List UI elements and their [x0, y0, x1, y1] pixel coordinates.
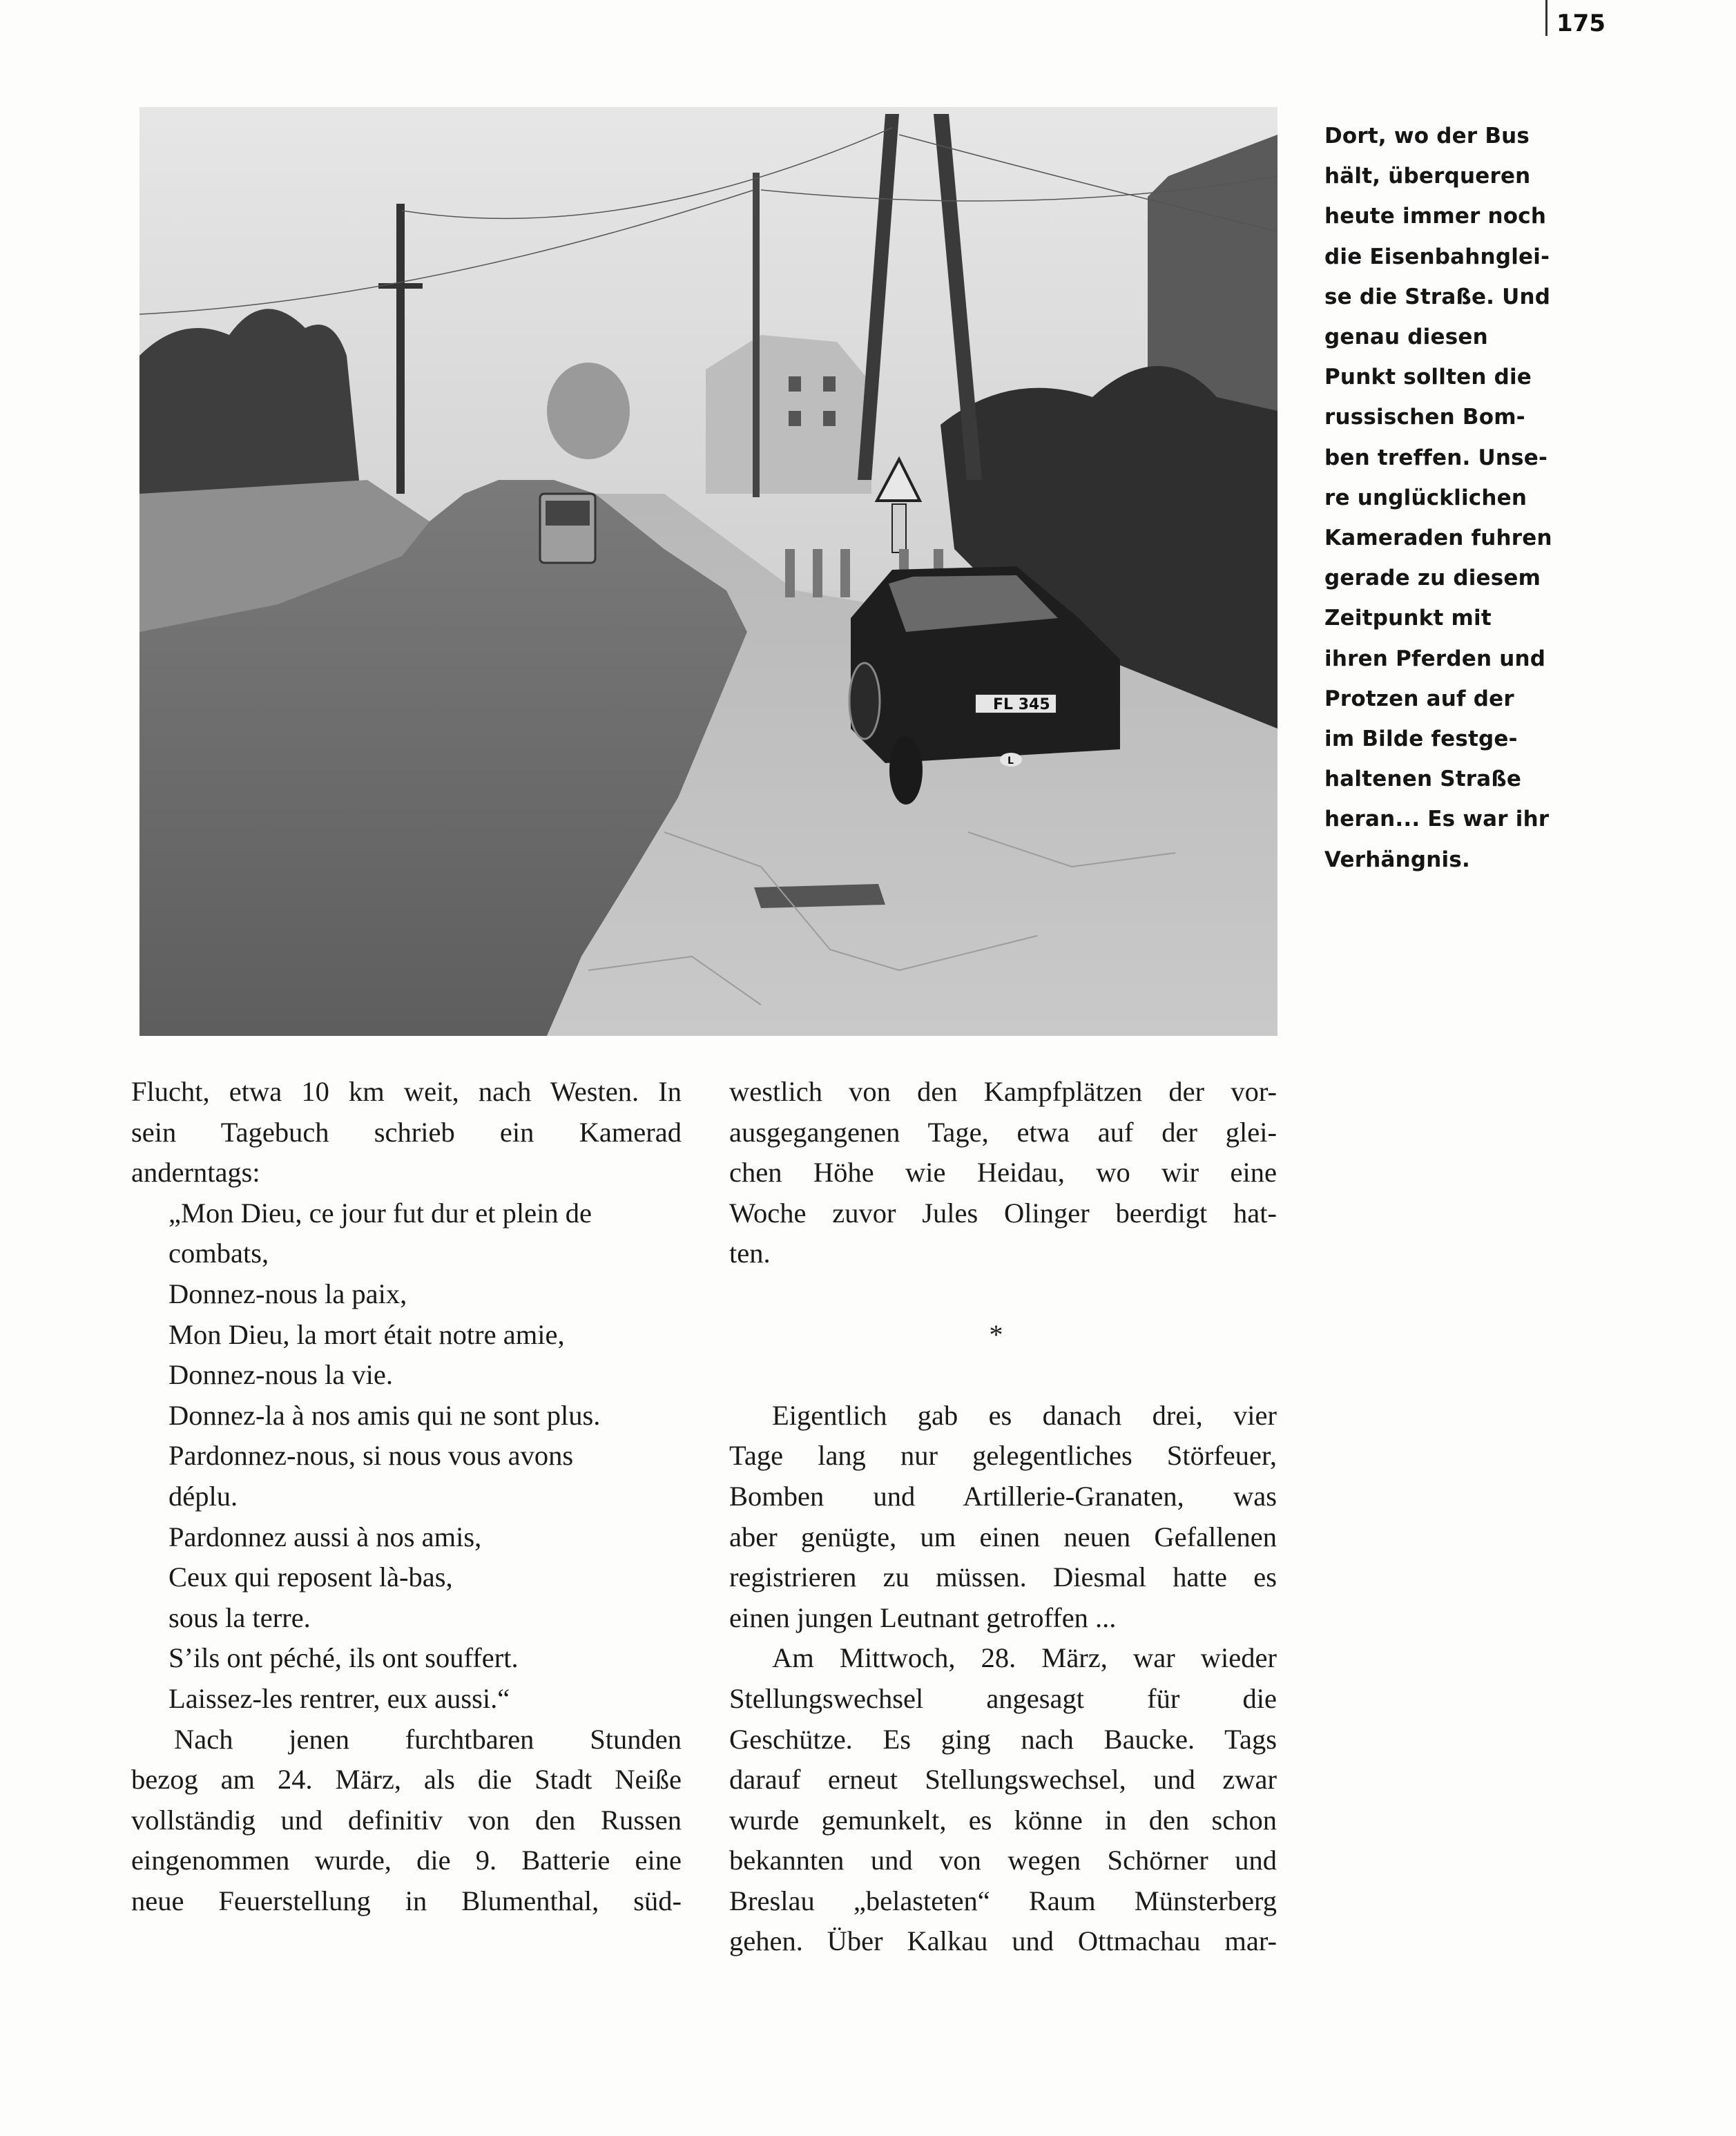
street-photo-illustration	[139, 107, 1277, 1036]
poem-line: Pardonnez aussi à nos amis,	[168, 1521, 482, 1552]
caption-line: im Bilde festge-	[1324, 727, 1518, 752]
text-line: neue Feuerstellung in Blumenthal, süd-	[131, 1885, 682, 1916]
poem-line: combats,	[168, 1238, 269, 1269]
poem-line: „Mon Dieu, ce jour fut dur et plein de	[168, 1197, 592, 1229]
text-line: Eigentlich gab es danach drei, vier	[772, 1399, 1277, 1431]
poem-line: Donnez-nous la paix,	[168, 1278, 407, 1309]
text-line: westlich von den Kampfplätzen der vor-	[729, 1076, 1277, 1107]
poem-line: S’ils ont péché, ils ont souffert.	[168, 1642, 519, 1674]
folio-rule	[1545, 0, 1547, 36]
poem-line: Donnez-la à nos amis qui ne sont plus.	[168, 1399, 601, 1431]
caption-line: gerade zu diesem	[1324, 566, 1541, 591]
utility-pole	[396, 204, 405, 494]
caption-line: haltenen Straße	[1324, 767, 1522, 792]
text-line: vollständig und definitiv von den Russen	[131, 1804, 682, 1836]
spacer	[729, 1274, 1277, 1315]
poem-line: déplu.	[168, 1480, 238, 1512]
caption-line: Punkt sollten die	[1324, 365, 1532, 390]
body-column-left	[131, 1072, 682, 1921]
text-line: Woche zuvor Jules Olinger beerdigt hat-	[729, 1197, 1277, 1229]
text-line: Breslau „belasteten“ Raum Münsterberg	[729, 1885, 1277, 1916]
country-sticker-text: L	[1007, 756, 1014, 767]
text-line: anderntags:	[131, 1157, 260, 1189]
license-plate-text: FL 345	[993, 696, 1050, 713]
street-photograph	[139, 107, 1277, 1036]
text-line: Stellungswechsel angesagt für die	[729, 1682, 1277, 1714]
text-line: chen Höhe wie Heidau, wo wir eine	[729, 1157, 1277, 1189]
poem-line: Ceux qui reposent là-bas,	[168, 1561, 453, 1593]
text-line: Flucht, etwa 10 km weit, nach Westen. In	[131, 1076, 682, 1107]
photo-caption	[1324, 116, 1552, 880]
poem-line: Pardonnez-nous, si nous vous avons	[168, 1440, 574, 1472]
trees-left	[139, 309, 360, 508]
poem-line: Laissez-les rentrer, eux aussi.“	[168, 1682, 510, 1714]
caption-line: ben treffen. Unse-	[1324, 445, 1548, 470]
caption-line: re unglücklichen	[1324, 485, 1527, 510]
text-line: einen jungen Leutnant getroffen ...	[729, 1601, 1117, 1633]
utility-pole	[753, 173, 760, 497]
text-line: Nach jenen furchtbaren Stunden	[174, 1723, 682, 1755]
text-line: eingenommen wurde, die 9. Batterie eine	[131, 1845, 682, 1876]
section-break-asterisk: *	[989, 1318, 1003, 1350]
caption-line: Kameraden fuhren	[1324, 526, 1552, 551]
caption-line: Protzen auf der	[1324, 686, 1514, 711]
text-line: darauf erneut Stellungswechsel, und zwar	[729, 1764, 1277, 1796]
text-line: registrieren zu müssen. Diesmal hatte es	[729, 1561, 1277, 1593]
caption-line: Dort, wo der Bus	[1324, 124, 1530, 148]
caption-line: genau diesen	[1324, 325, 1488, 350]
caption-line: heute immer noch	[1324, 204, 1547, 229]
text-line: ten.	[729, 1238, 771, 1269]
text-line: wurde gemunkelt, es könne in den schon	[729, 1804, 1277, 1836]
caption-line: ihren Pferden und	[1324, 646, 1546, 671]
caption-line: Verhängnis.	[1324, 847, 1470, 872]
text-line: Am Mittwoch, 28. März, war wieder	[772, 1642, 1277, 1674]
caption-line: russischen Bom-	[1324, 405, 1525, 430]
caption-line: die Eisenbahnglei-	[1324, 244, 1550, 269]
text-line: sein Tagebuch schrieb ein Kamerad	[131, 1116, 682, 1148]
text-line: gehen. Über Kalkau und Ottmachau mar-	[729, 1925, 1277, 1957]
distant-tree	[547, 363, 630, 459]
text-line: bezog am 24. März, als die Stadt Neiße	[131, 1764, 682, 1796]
caption-line: hält, überqueren	[1324, 164, 1531, 189]
caption-line: heran... Es war ihr	[1324, 807, 1550, 832]
drain-cover	[754, 884, 885, 908]
poem-line: Donnez-nous la vie.	[168, 1359, 394, 1391]
text-line: bekannten und von wegen Schörner und	[729, 1845, 1277, 1876]
caption-line: se die Straße. Und	[1324, 284, 1551, 309]
page-number: 175	[1556, 10, 1605, 37]
text-line: Geschütze. Es ging nach Baucke. Tags	[729, 1723, 1277, 1755]
spacer	[729, 1355, 1277, 1396]
text-line: aber genügte, um einen neuen Gefallenen	[729, 1521, 1277, 1552]
text-line: ausgegangenen Tage, etwa auf der glei-	[729, 1116, 1277, 1148]
body-column-right	[729, 1072, 1277, 1962]
caption-line: Zeitpunkt mit	[1324, 606, 1492, 631]
text-line: Tage lang nur gelegentliches Störfeuer,	[729, 1440, 1277, 1472]
poem-line: sous la terre.	[168, 1601, 311, 1633]
text-line: Bomben und Artillerie-Granaten, was	[729, 1480, 1277, 1512]
poem-line: Mon Dieu, la mort était notre amie,	[168, 1318, 565, 1350]
